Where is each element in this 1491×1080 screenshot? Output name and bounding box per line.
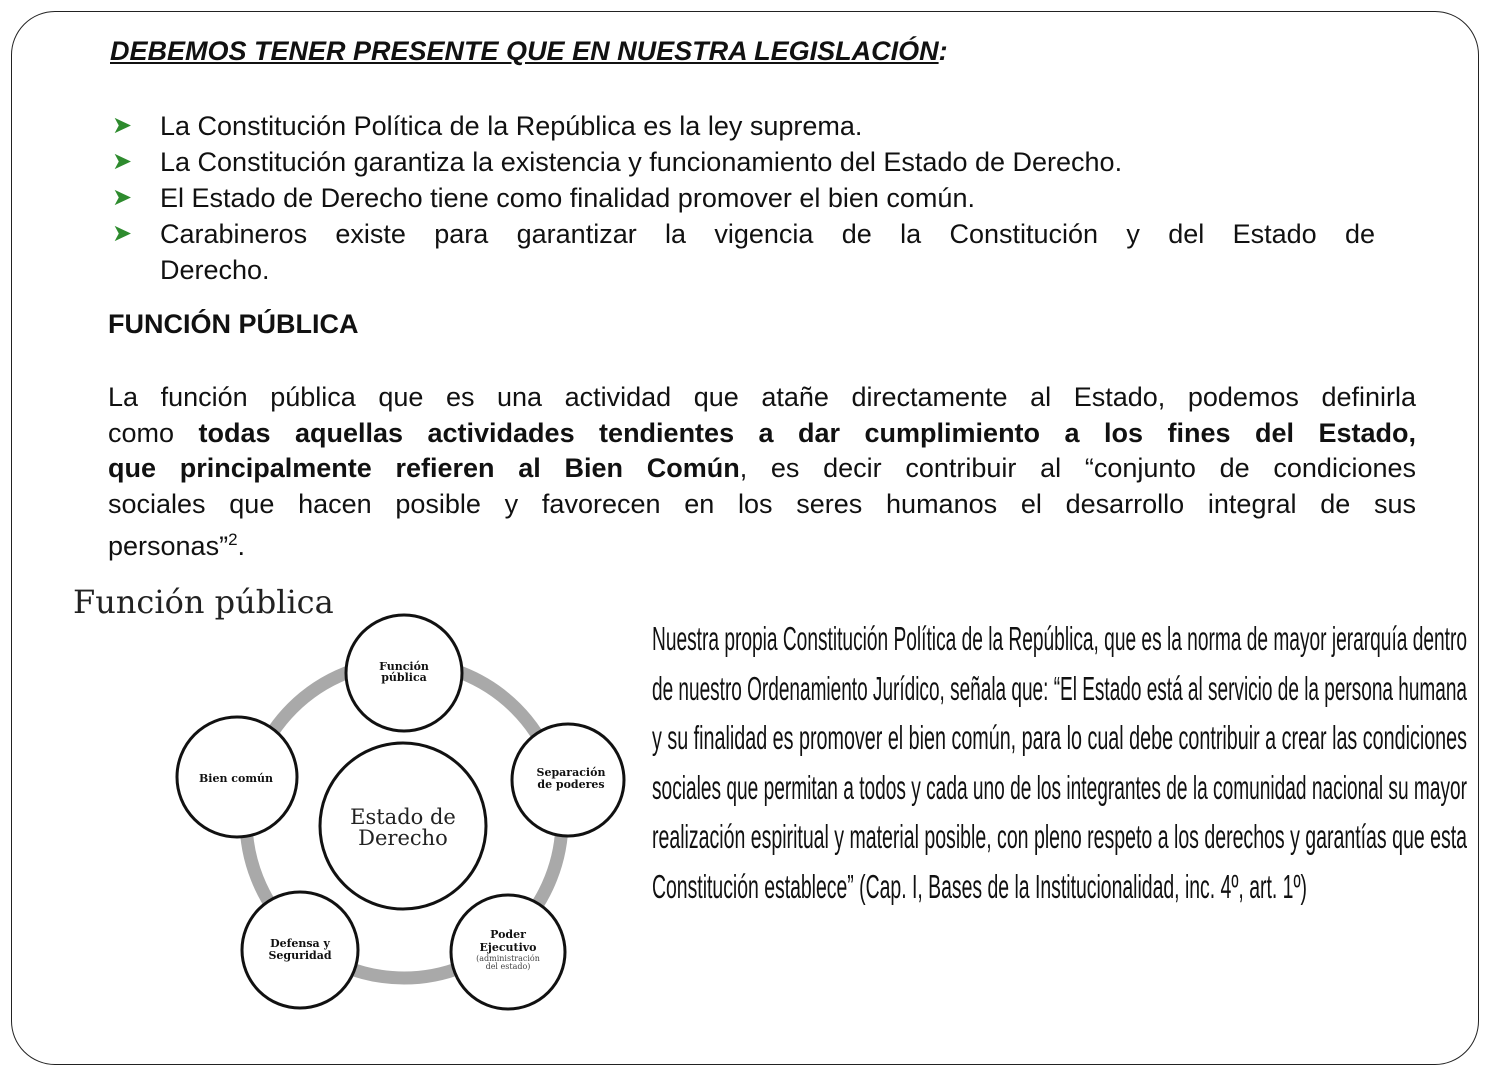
quote-line bbox=[652, 664, 1467, 714]
node-label: de poderes bbox=[537, 778, 605, 791]
quote-text: Constitución establece” (Cap. I, Bases de la Institucionalidad, inc. 4º, art. 1º) bbox=[652, 867, 1307, 905]
constitution-quote bbox=[652, 614, 1467, 911]
bold-text: todas aquellas actividades tendientes a dar cumplimiento a los fines del Estado, bbox=[198, 417, 1416, 448]
slide-heading bbox=[110, 36, 948, 67]
arrow-bullet-icon: ➤ bbox=[112, 148, 133, 175]
arrow-bullet-icon: ➤ bbox=[112, 220, 133, 247]
node-sublabel: del estado) bbox=[485, 962, 531, 971]
quote-line bbox=[652, 614, 1467, 664]
node-label: Separación bbox=[536, 766, 606, 779]
arrow-bullet-icon: ➤ bbox=[112, 112, 133, 139]
quote-line bbox=[652, 812, 1467, 862]
center-label: Derecho bbox=[358, 826, 448, 850]
node-label: Bien común bbox=[199, 772, 273, 785]
node-label: Función bbox=[379, 660, 429, 673]
quote-text: realización espiritual y material posible, con pleno respeto a los derechos y garantías que esta bbox=[652, 818, 1467, 855]
node-label: Defensa y bbox=[270, 937, 330, 950]
paragraph-line bbox=[108, 451, 1416, 487]
footnote-ref: 2 bbox=[228, 530, 238, 549]
bullet-list bbox=[110, 108, 1375, 288]
node-sublabel: (administración bbox=[476, 954, 540, 963]
quote-text: de nuestro Ordenamiento Jurídico, señala que: “El Estado está al servicio de la persona humana bbox=[652, 669, 1467, 707]
definition-paragraph bbox=[108, 380, 1416, 565]
heading-text: DEBEMOS TENER PRESENTE QUE EN NUESTRA LEGISLACIÓN bbox=[110, 36, 939, 66]
text: . bbox=[237, 531, 246, 561]
diagram-title: Función pública bbox=[73, 583, 334, 621]
text: personas” bbox=[108, 531, 229, 561]
bullet-text: Carabineros existe para garantizar la vigencia de la Constitución y del Estado de bbox=[160, 219, 1375, 249]
node-label: pública bbox=[381, 671, 427, 684]
node-label: Poder bbox=[490, 928, 526, 941]
arrow-bullet-icon: ➤ bbox=[112, 184, 133, 211]
quote-text: Nuestra propia Constitución Política de la República, que es la norma de mayor jerarquía dentro bbox=[652, 620, 1467, 657]
quote-line bbox=[652, 763, 1467, 813]
bullet-text: El Estado de Derecho tiene como finalidad promover el bien común. bbox=[160, 183, 975, 213]
bold-text: que principalmente refieren al Bien Común bbox=[108, 453, 740, 483]
heading-colon: : bbox=[938, 36, 948, 66]
node-label: Ejecutivo bbox=[479, 941, 537, 954]
bullet-text: Derecho. bbox=[160, 255, 270, 285]
paragraph-line bbox=[108, 522, 1416, 565]
bullet-text: La Constitución garantiza la existencia y funcionamiento del Estado de Derecho. bbox=[160, 147, 1123, 177]
list-item bbox=[110, 180, 1375, 216]
quote-text: sociales que permitan a todos y cada uno de los integrantes de la comunidad nacional su mayor bbox=[652, 768, 1467, 806]
list-item bbox=[110, 108, 1375, 144]
section-title: FUNCIÓN PÚBLICA bbox=[108, 309, 359, 339]
bullet-text: La Constitución Política de la República es la ley suprema. bbox=[160, 111, 863, 141]
paragraph-line: La función pública que es una actividad que atañe directamente al Estado, podemos definirla bbox=[108, 382, 1416, 412]
list-item bbox=[110, 216, 1375, 288]
quote-line bbox=[652, 862, 1467, 912]
center-label: Estado de bbox=[350, 805, 456, 829]
quote-line bbox=[652, 713, 1467, 763]
quote-text: y su finalidad es promover el bien común, para lo cual debe contribuir a crear las condiciones bbox=[652, 719, 1467, 756]
estado-de-derecho-diagram bbox=[160, 610, 640, 1020]
paragraph-line bbox=[108, 416, 1416, 452]
text: como bbox=[108, 417, 199, 448]
text: , es decir contribuir al “conjunto de condiciones bbox=[739, 453, 1416, 483]
list-item bbox=[110, 144, 1375, 180]
paragraph-line: sociales que hacen posible y favorecen en los seres humanos el desarrollo integral de sus bbox=[108, 488, 1416, 519]
node-label: Seguridad bbox=[268, 949, 332, 962]
